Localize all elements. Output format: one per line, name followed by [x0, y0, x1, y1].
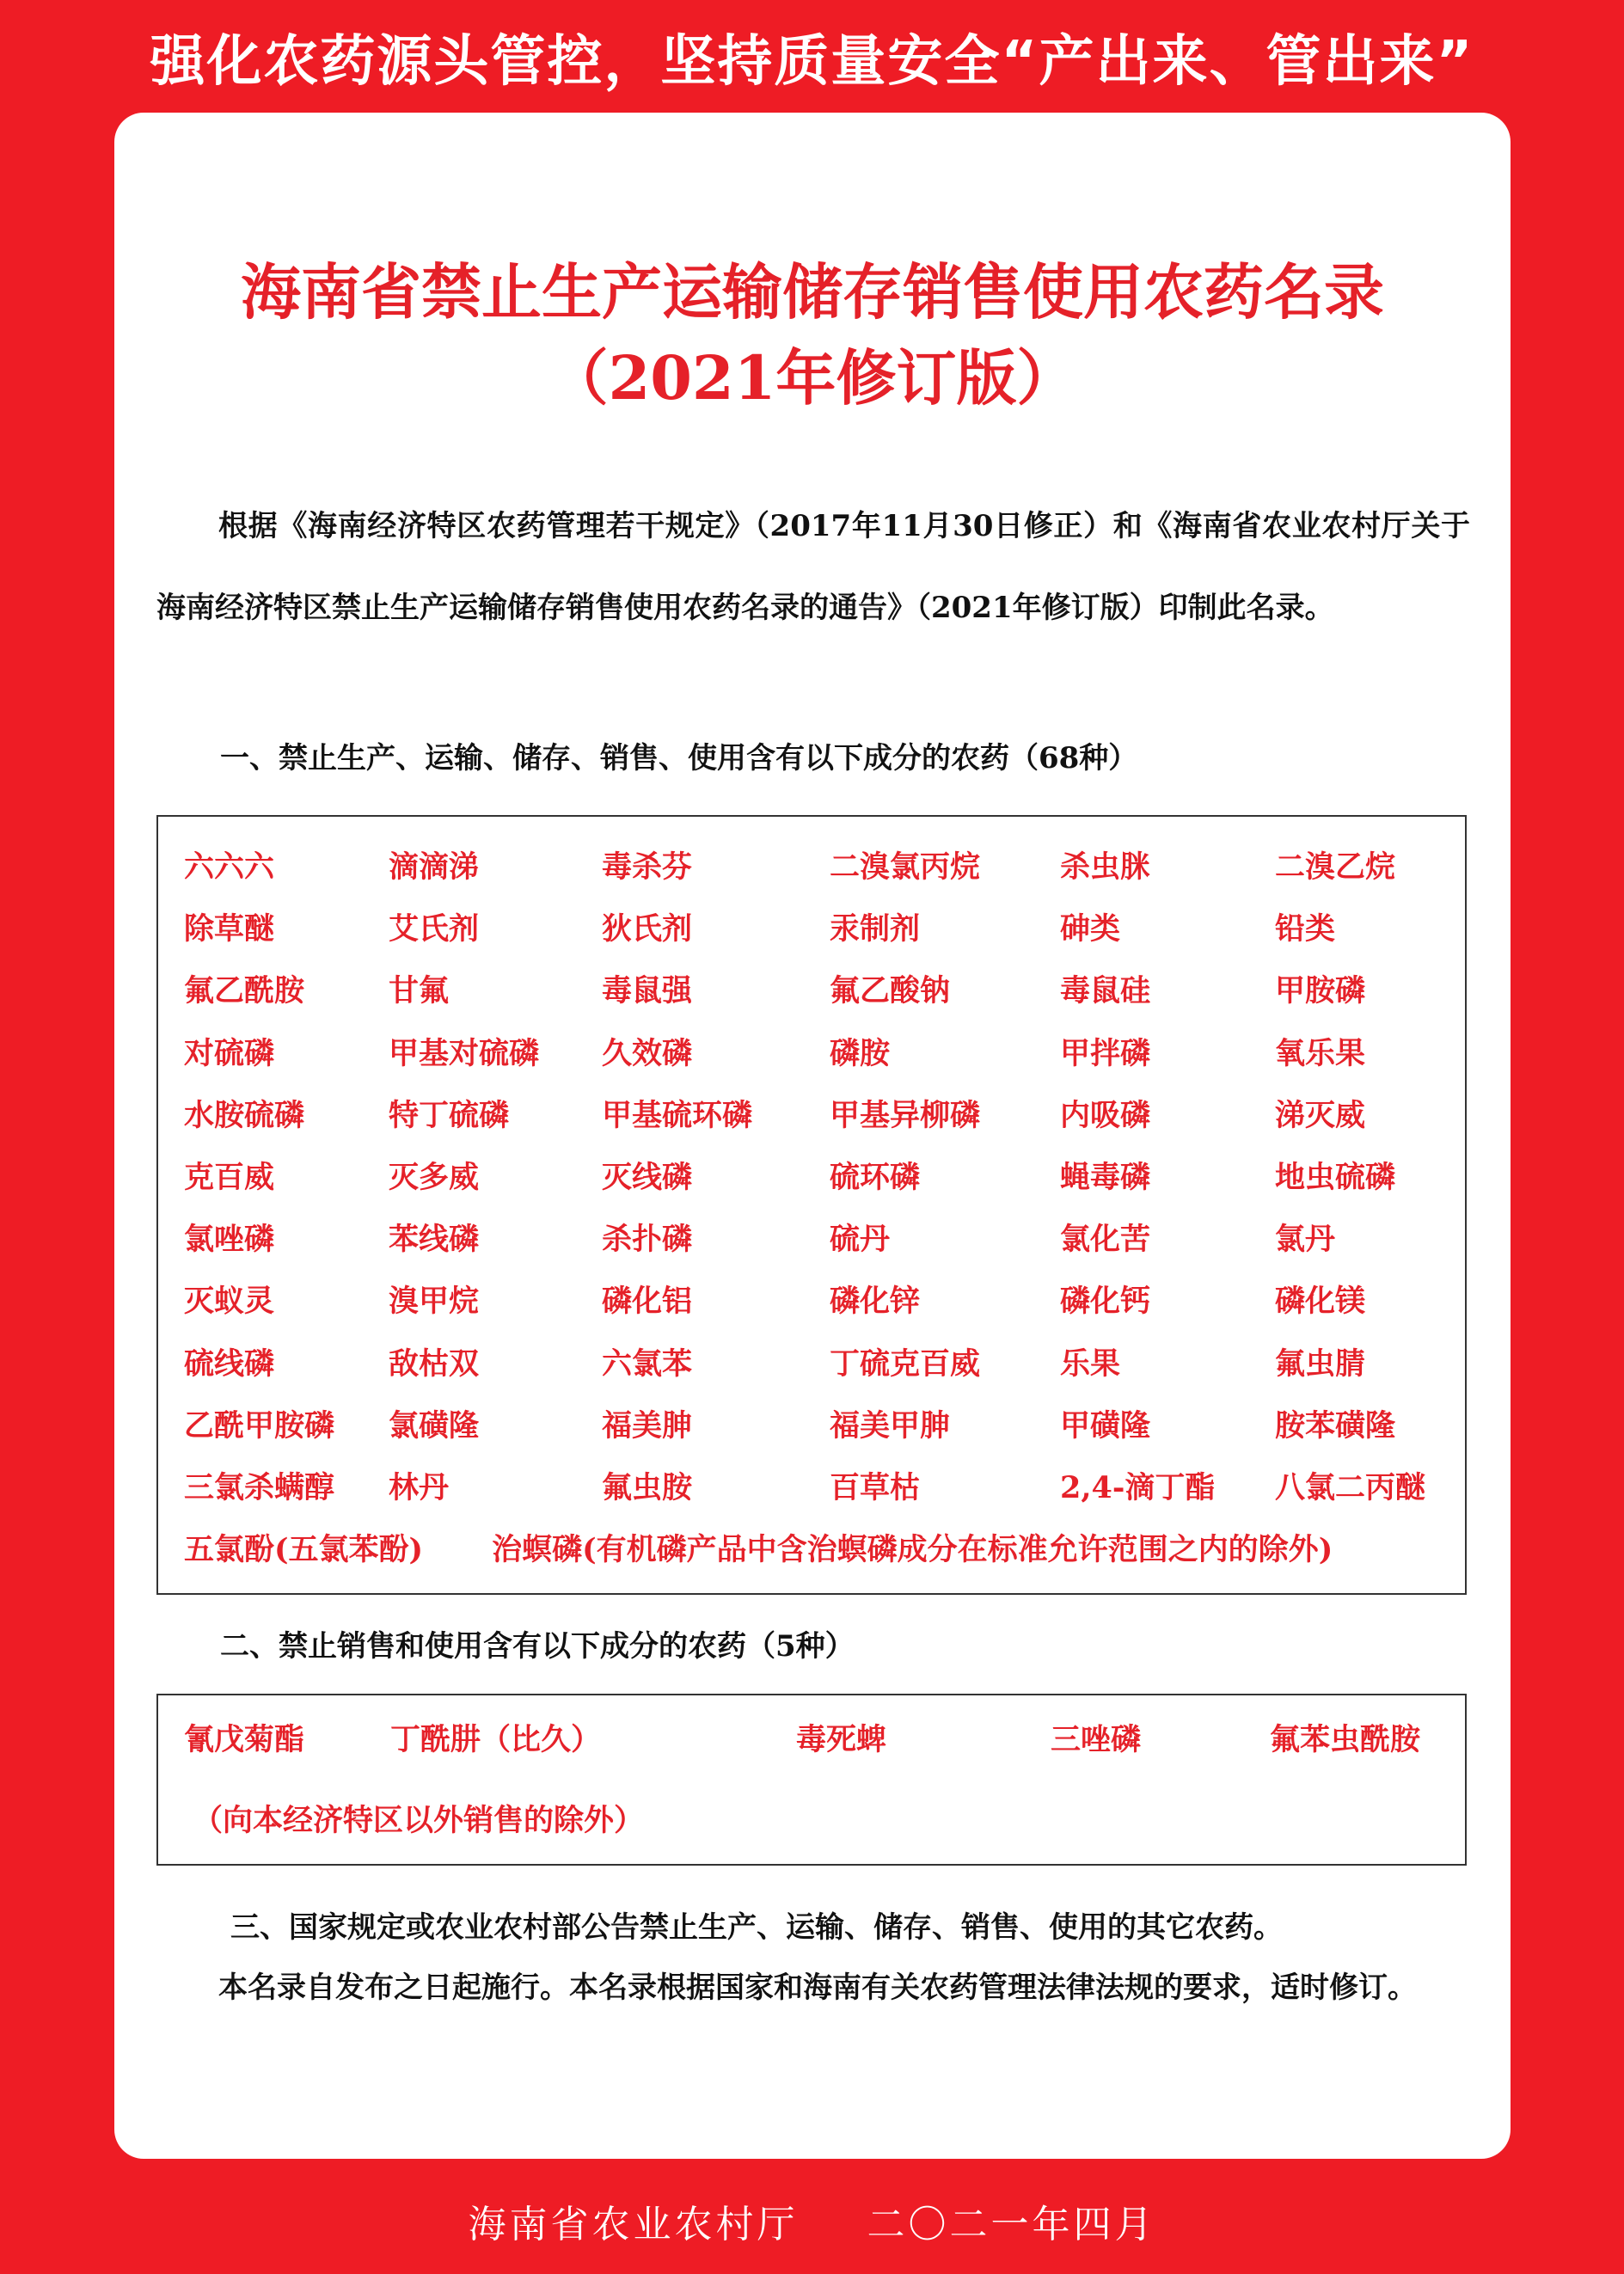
pesticide-item: 氧乐果	[1275, 1035, 1366, 1071]
pesticide-item: 甲基对硫磷	[389, 1035, 540, 1071]
pesticide-item: 汞制剂	[830, 911, 921, 947]
pesticide-item: 毒鼠强	[602, 973, 693, 1009]
section1-heading: 一、禁止生产、运输、储存、销售、使用含有以下成分的农药（68种）	[220, 741, 1138, 775]
pesticide-item: 八氯二丙醚	[1275, 1469, 1426, 1505]
pesticide-item: 磷化铝	[602, 1284, 693, 1320]
pesticide-item: 灭线磷	[602, 1160, 693, 1196]
pesticide-item: 二溴氯丙烷	[830, 849, 981, 886]
pesticide-item: 六六六	[184, 849, 275, 886]
section2-heading: 二、禁止销售和使用含有以下成分的农药（5种）	[220, 1629, 855, 1664]
pesticide-item: 氰戊菊酯	[184, 1722, 305, 1757]
pesticide-item: 杀扑磷	[602, 1222, 693, 1258]
pesticide-item: 六氯苯	[602, 1345, 693, 1382]
pesticide-item: 甲胺磷	[1275, 973, 1366, 1009]
pesticide-item: 甲磺隆	[1060, 1407, 1151, 1443]
pesticide-item: 久效磷	[602, 1035, 693, 1071]
pesticide-item: 地虫硫磷	[1275, 1160, 1396, 1196]
pesticide-item: 水胺硫磷	[184, 1097, 305, 1133]
pesticide-item: 对硫磷	[184, 1035, 275, 1071]
footer-organization: 海南省农业农村厅	[468, 2203, 799, 2246]
pesticide-item: 五氯酚(五氯苯酚)	[184, 1532, 424, 1567]
footer-date: 二〇二一年四月	[867, 2203, 1156, 2246]
pesticide-item: 三唑磷	[1051, 1722, 1142, 1757]
pesticide-item: 砷类	[1060, 911, 1121, 947]
pesticide-item: 氟虫腈	[1275, 1345, 1366, 1382]
pesticide-item: 苯线磷	[389, 1222, 480, 1258]
pesticide-item: 甲基异柳磷	[830, 1097, 981, 1133]
pesticide-item: 特丁硫磷	[389, 1097, 510, 1133]
pesticide-item: 氟乙酸钠	[830, 973, 951, 1009]
pesticide-item: 氯磺隆	[389, 1407, 480, 1443]
section2-items-row	[184, 1702, 1459, 1773]
pesticide-item: 甲拌磷	[1060, 1035, 1151, 1071]
pesticide-item: 灭蚁灵	[184, 1284, 275, 1320]
pesticide-item: 克百威	[184, 1160, 275, 1196]
pesticide-item: 甘氟	[389, 973, 450, 1009]
pesticide-item: 磷化钙	[1060, 1284, 1151, 1320]
pesticide-grid	[184, 834, 1464, 1517]
section2-note: （向本经济特区以外销售的除外）	[193, 1803, 645, 1838]
pesticide-item: 涕灭威	[1275, 1097, 1366, 1133]
pesticide-item: 灭多威	[389, 1160, 480, 1196]
pesticide-last-row	[184, 1517, 1333, 1578]
pesticide-item: 百草枯	[830, 1469, 921, 1505]
pesticide-item: 内吸磷	[1060, 1097, 1151, 1133]
section2-pesticide-table	[156, 1694, 1467, 1866]
pesticide-item: 滴滴涕	[389, 849, 480, 886]
pesticide-item: 艾氏剂	[389, 911, 480, 947]
pesticide-item: 丁酰肼（比久）	[390, 1722, 602, 1757]
section3-text: 三、国家规定或农业农村部公告禁止生产、运输、储存、销售、使用的其它农药。	[230, 1910, 1283, 1945]
pesticide-item: 硫环磷	[830, 1160, 921, 1196]
pesticide-item: 福美胂	[602, 1407, 693, 1443]
closing-paragraph: 本名录自发布之日起施行。本名录根据国家和海南有关农药管理法律法规的要求，适时修订。	[218, 1971, 1417, 2005]
pesticide-item: 铅类	[1275, 911, 1336, 947]
pesticide-item: 磷化锌	[830, 1284, 921, 1320]
pesticide-item: 乐果	[1060, 1345, 1121, 1382]
pesticide-item: 氯丹	[1275, 1222, 1336, 1258]
footer	[0, 2188, 1624, 2261]
intro-paragraph: 根据《海南经济特区农药管理若干规定》（2017年11月30日修正）和《海南省农业农村厅关于海南经济特区禁止生产运输储存销售使用农药名录的通告》（2021年修订版）印制此名录。	[156, 509, 1470, 625]
pesticide-item: 溴甲烷	[389, 1284, 480, 1320]
page-title: 海南省禁止生产运输储存销售使用农药名录	[241, 256, 1384, 328]
pesticide-item: 二溴乙烷	[1275, 849, 1396, 886]
pesticide-item: 甲基硫环磷	[602, 1097, 753, 1133]
pesticide-item: 敌枯双	[389, 1345, 480, 1382]
pesticide-item: 硫丹	[830, 1222, 891, 1258]
pesticide-item: 硫线磷	[184, 1345, 275, 1382]
pesticide-item: 福美甲胂	[830, 1407, 951, 1443]
pesticide-item: 氯化苦	[1060, 1222, 1151, 1258]
pesticide-item: 治螟磷(有机磷产品中含治螟磷成分在标准允许范围之内的除外)	[492, 1532, 1333, 1567]
page-subtitle: （2021年修订版）	[548, 342, 1077, 414]
pesticide-item: 蝇毒磷	[1060, 1160, 1151, 1196]
pesticide-item: 氯唑磷	[184, 1222, 275, 1258]
pesticide-item: 胺苯磺隆	[1275, 1407, 1396, 1443]
pesticide-item: 毒鼠硅	[1060, 973, 1151, 1009]
pesticide-item: 三氯杀螨醇	[184, 1469, 335, 1505]
section1-pesticide-table	[156, 815, 1467, 1595]
pesticide-item: 氟苯虫酰胺	[1270, 1722, 1421, 1757]
pesticide-item: 磷胺	[830, 1035, 891, 1071]
pesticide-item: 氟虫胺	[602, 1469, 693, 1505]
pesticide-item: 丁硫克百威	[830, 1345, 981, 1382]
pesticide-item: 林丹	[389, 1469, 450, 1505]
banner-slogan: 强化农药源头管控，坚持质量安全“产出来、管出来”	[150, 30, 1474, 94]
pesticide-item: 杀虫脒	[1060, 849, 1151, 886]
pesticide-item: 乙酰甲胺磷	[184, 1407, 335, 1443]
pesticide-item: 狄氏剂	[602, 911, 693, 947]
pesticide-item: 磷化镁	[1275, 1284, 1366, 1320]
pesticide-item: 氟乙酰胺	[184, 973, 305, 1009]
pesticide-item: 除草醚	[184, 911, 275, 947]
pesticide-item: 2,4-滴丁酯	[1060, 1469, 1216, 1505]
pesticide-item: 毒杀芬	[602, 849, 693, 886]
pesticide-item: 毒死蜱	[796, 1722, 887, 1757]
